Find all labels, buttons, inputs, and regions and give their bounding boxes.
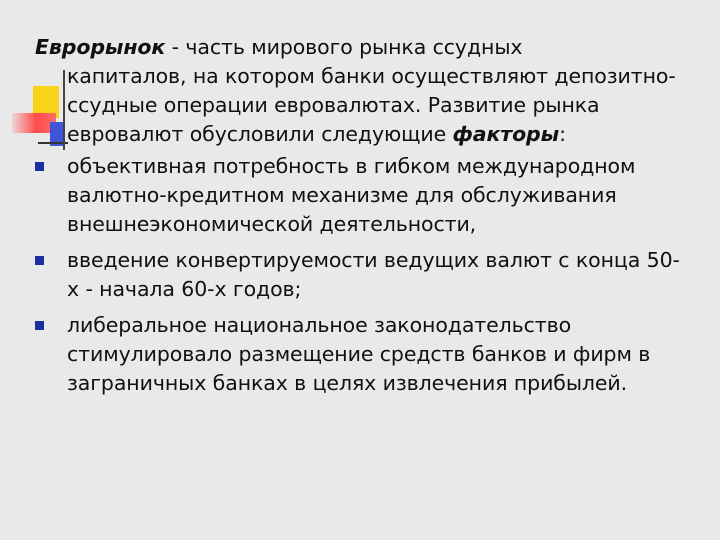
intro-line1: - часть мирового рынка ссудных: [165, 35, 523, 59]
square-bullet-icon: [35, 162, 44, 171]
slide-content: [35, 33, 685, 405]
term-evrorynok: Еврорынок: [35, 35, 166, 59]
intro-paragraph: [35, 33, 685, 149]
square-bullet-icon: [35, 256, 44, 265]
list-item-text: введение конвертируемости ведущих валют с конца 50-х - начала 60-х годов;: [67, 248, 680, 301]
square-bullet-icon: [35, 321, 44, 330]
list-item: [35, 152, 685, 239]
term-factors: факторы: [452, 122, 560, 146]
intro-rest-text: капиталов, на котором банки осуществляют депозитно-ссудные операции евровалютах. Развитие рынка евровалют обусловили следующие: [67, 64, 676, 146]
factors-list: [35, 152, 685, 398]
intro-colon: :: [559, 122, 566, 146]
list-item-text: либеральное национальное законодательство стимулировало размещение средств банков и фирм в заграничных банках в целях извлечения прибылей.: [67, 313, 651, 395]
list-item: [35, 246, 685, 304]
intro-continuation: [35, 62, 685, 149]
list-item-text: объективная потребность в гибком международном валютно-кредитном механизме для обслуживания внешнеэкономической деятельности,: [67, 154, 636, 236]
list-item: [35, 311, 685, 398]
